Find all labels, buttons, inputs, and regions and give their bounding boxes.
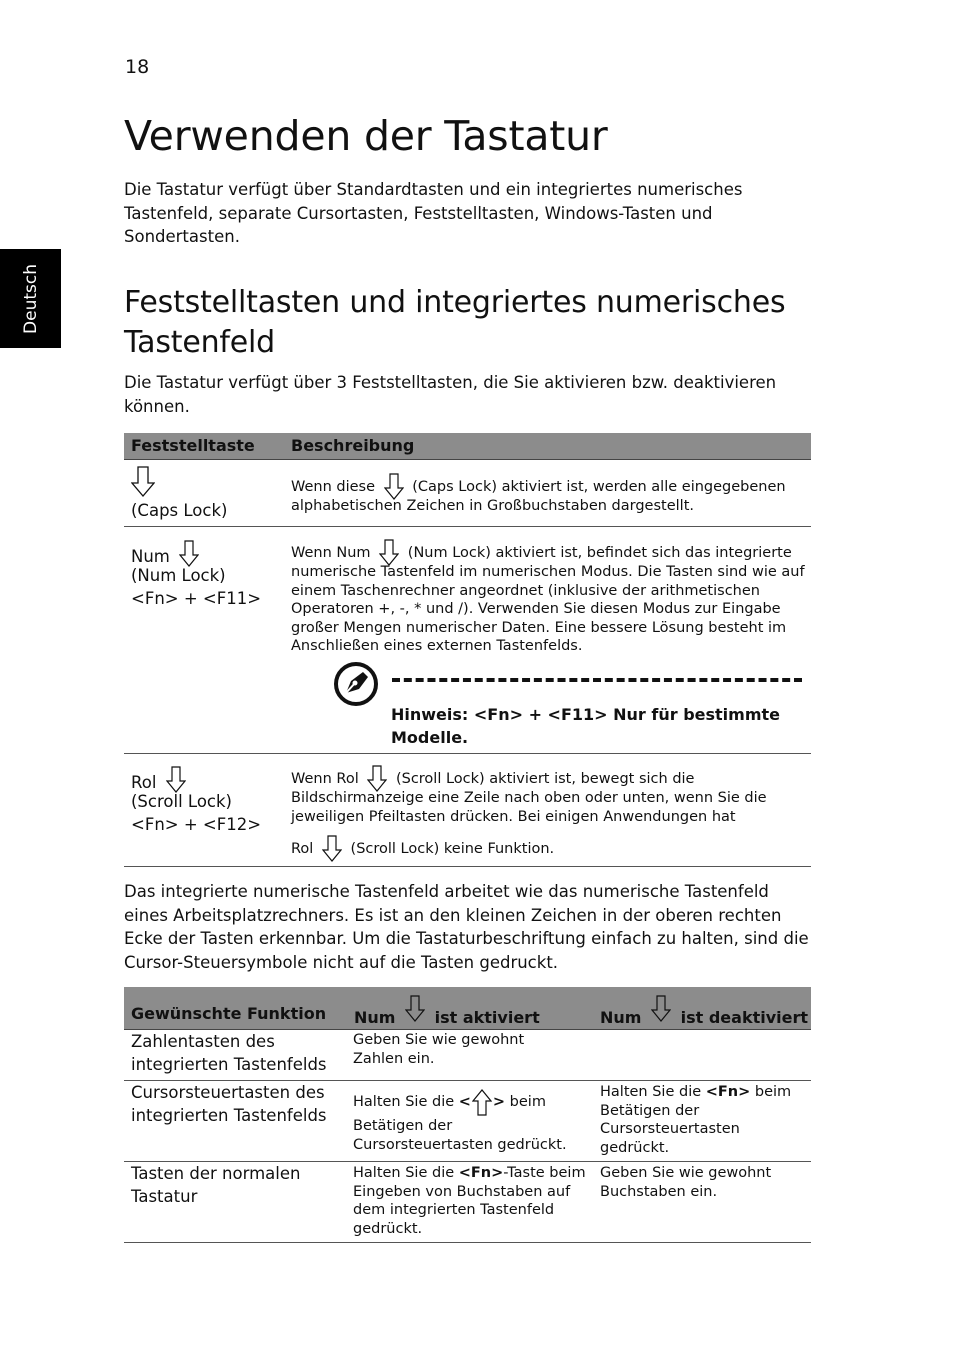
numpad-paragraph: Das integrierte numerische Tastenfeld arbeitet wie das numerische Tastenfeld eines Arbeitsplatzrechners. Es ist an den kleinen Zeichen in der oberen rechten Ecke der Tasten erkennbar. Um die Tastaturbeschriftung einfach zu halten, sind die Cursor-Steuersymbole nicht auf die Tasten gedruckt.	[124, 882, 809, 972]
function-row3-off: Geben Sie wie gewohnt Buchstaben ein.	[600, 1165, 772, 1200]
function-row2-on: Halten Sie die < > beim Betätigen der Cursorsteuertasten gedrückt.	[353, 1087, 583, 1154]
intro-paragraph: Die Tastatur verfügt über Standardtasten und ein integriertes numerisches Tastenfeld, separate Cursortasten, Feststelltasten, Windows-Tasten und Sondertasten.	[124, 180, 743, 246]
scroll-lock-key-cell	[131, 766, 261, 836]
caps-lock-description: Wenn diese (Caps Lock) aktiviert ist, werden alle eingegebenen alphabetischen Zeichen in Großbuchstaben dargestellt.	[291, 468, 806, 516]
scroll-lock-combo: <Fn> + <F12>	[131, 815, 262, 834]
num-lock-description: Wenn Num (Num Lock) aktiviert ist, befindet sich das integrierte numerische Tastenfeld im numerischen Modus. Die Tasten sind wie auf einem Taschenrechner angeordnet (inklusive der arithmetischen Operatoren +, -, * und /). Verwenden Sie diesen Modus zur Eingabe großer Mengen numerischer Daten. Eine bessere Lösung besteht im Anschließen eines externen Tastenfelds.	[291, 534, 806, 656]
lock-table-header	[124, 433, 811, 460]
page-number: 18	[125, 56, 150, 78]
table-bottom-border	[124, 1242, 811, 1243]
note-pen-icon	[333, 661, 379, 711]
num-lock-label: Num	[131, 547, 170, 566]
num-lock-header-icon	[651, 995, 671, 1023]
section-intro: Die Tastatur verfügt über 3 Feststelltasten, die Sie aktivieren bzw. deaktivieren können.	[124, 373, 777, 416]
function-row3-name: Tasten der normalen Tastatur	[131, 1164, 301, 1206]
function-table-header	[124, 987, 811, 1030]
function-row3-on: Halten Sie die <Fn>-Taste beim Eingeben von Buchstaben auf dem integrierten Tastenfeld gedrückt.	[353, 1165, 586, 1237]
num-lock-header-icon	[405, 995, 425, 1023]
language-tab-label: Deutsch	[21, 264, 41, 334]
caps-lock-key-icon	[131, 466, 155, 502]
header-numlock-on: Num ist aktiviert	[354, 995, 540, 1027]
function-row2-name: Cursorsteuertasten des integrierten Tastenfelds	[131, 1083, 327, 1125]
shift-key-icon	[472, 1088, 492, 1116]
language-tab	[0, 249, 61, 348]
note-divider	[392, 678, 802, 682]
function-row1-on: Geben Sie wie gewohnt Zahlen ein.	[353, 1032, 525, 1067]
num-lock-combo: <Fn> + <F11>	[131, 589, 262, 608]
scroll-lock-label: Rol	[131, 773, 157, 792]
scroll-lock-description: Wenn Rol (Scroll Lock) aktiviert ist, bewegt sich die Bildschirmanzeige eine Zeile nach oben oder unten, wenn Sie die jeweiligen Pfeiltasten drücken. Bei einigen Anwendungen hat Rol (Scroll Lock) keine Funktion.	[291, 760, 806, 858]
row-divider	[124, 526, 811, 527]
page-title: Verwenden der Tastatur	[124, 112, 608, 160]
function-row1-name: Zahlentasten des integrierten Tastenfelds	[131, 1032, 327, 1074]
scroll-lock-inline-icon	[322, 835, 342, 863]
caps-lock-name: (Caps Lock)	[131, 501, 228, 520]
header-lockkey: Feststelltaste	[131, 436, 255, 455]
section-heading: Feststelltasten und integriertes numerisches Tastenfeld	[124, 285, 786, 360]
function-row2-off: Halten Sie die <Fn> beim Betätigen der Cursorsteuertasten gedrückt.	[600, 1084, 792, 1156]
header-numlock-off: Num ist deaktiviert	[600, 995, 808, 1027]
header-description: Beschreibung	[291, 436, 415, 455]
row-divider	[124, 753, 811, 754]
note-text: Hinweis: <Fn> + <F11> Nur für bestimmte Modelle.	[391, 705, 780, 747]
scroll-lock-name: (Scroll Lock)	[131, 792, 232, 811]
num-lock-name: (Num Lock)	[131, 566, 226, 585]
table-bottom-border	[124, 866, 811, 867]
num-lock-key-cell	[131, 540, 261, 610]
header-function: Gewünschte Funktion	[131, 1004, 327, 1023]
